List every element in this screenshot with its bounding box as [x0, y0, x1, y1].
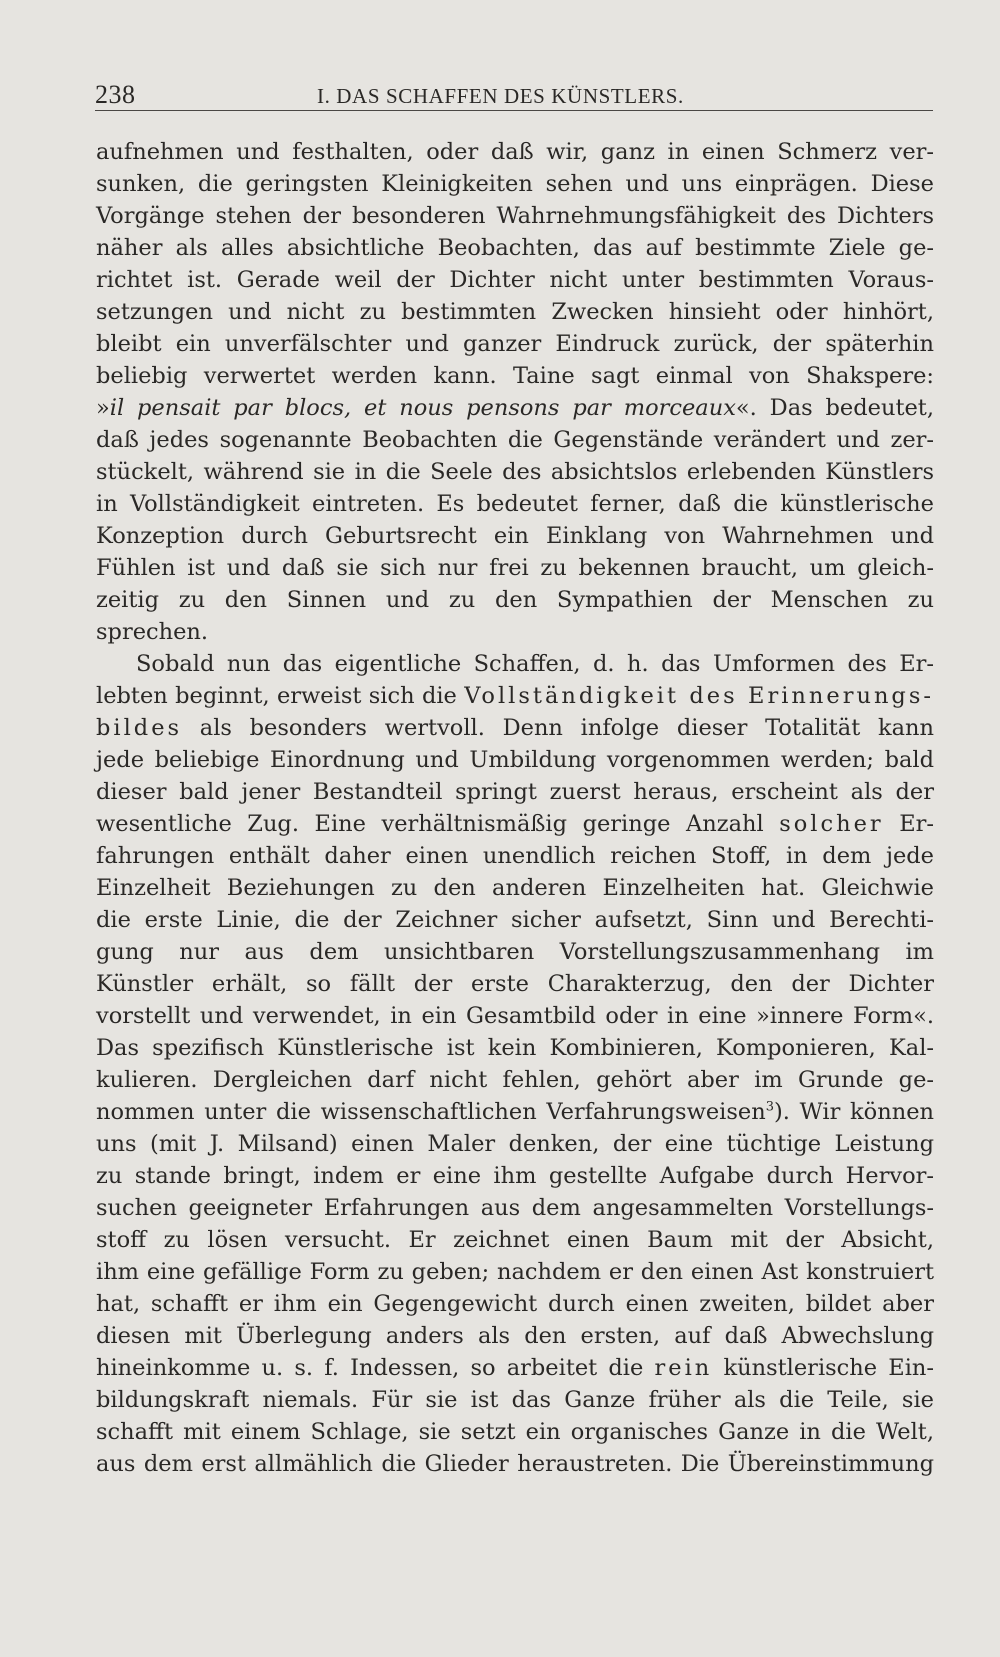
- text-line: gung nur aus dem unsichtbaren Vorstellungszusammenhang im: [96, 939, 934, 965]
- text-line: Fühlen ist und daß sie sich nur frei zu bekennen braucht, um gleich-: [96, 555, 934, 581]
- text-line: sunken, die geringsten Kleinigkeiten sehen und uns einprägen. Diese: [96, 171, 934, 197]
- text-line: nommen unter die wissenschaftlichen Verfahrungsweisen$^3$). Wir können: [96, 1099, 934, 1125]
- text-line: aufnehmen und festhalten, oder daß wir, ganz in einen Schmerz ver-: [96, 139, 934, 165]
- text-line: richtet ist. Gerade weil der Dichter nicht unter bestimmten Voraus-: [96, 267, 934, 293]
- page-number: 238: [95, 80, 136, 109]
- text-line: uns (mit J. Milsand) einen Maler denken, der eine tüchtige Leistung: [96, 1131, 934, 1157]
- text-line: näher als alles absichtliche Beobachten, das auf bestimmte Ziele ge-: [96, 235, 934, 261]
- footnote-ref: 3: [765, 1099, 774, 1115]
- text-line: zu stande bringt, indem er eine ihm gestellte Aufgabe durch Hervor-: [96, 1163, 934, 1189]
- text-line: kulieren. Dergleichen darf nicht fehlen, gehört aber im Grunde ge-: [96, 1067, 934, 1093]
- text-line: beliebig verwertet werden kann. Taine sagt einmal von Shakspere:: [96, 363, 934, 389]
- text-line: daß jedes sogenannte Beobachten die Gegenstände verändert und zer-: [96, 427, 934, 453]
- text-line: Einzelheit Beziehungen zu den anderen Einzelheiten hat. Gleichwie: [96, 875, 934, 901]
- text-line: vorstellt und verwendet, in ein Gesamtbild oder in eine »innere Form«.: [96, 1003, 934, 1029]
- text-line: die erste Linie, die der Zeichner sicher aufsetzt, Sinn und Berechti-: [96, 907, 934, 933]
- text-line: aus dem erst allmählich die Glieder heraustreten. Die Übereinstimmung: [96, 1451, 934, 1477]
- text-line: bildes als besonders wertvoll. Denn infolge dieser Totalität kann: [96, 715, 934, 741]
- text-line: lebten beginnt, erweist sich die Vollständigkeit des Erinnerungs-: [96, 683, 934, 709]
- running-head: I. DAS SCHAFFEN DES KÜNSTLERS.: [317, 84, 684, 108]
- page-header: [95, 76, 933, 111]
- french-quote: il pensait par blocs, et nous pensons par morceaux: [109, 395, 736, 421]
- spaced-emphasis: bildes: [96, 715, 183, 741]
- text-line: zeitig zu den Sinnen und zu den Sympathien der Menschen zu: [96, 587, 934, 613]
- text-line: »il pensait par blocs, et nous pensons par morceaux«. Das bedeutet,: [96, 395, 935, 421]
- text-line: stückelt, während sie in die Seele des absichtslos erlebenden Künstlers: [96, 459, 934, 485]
- text-line: Vorgänge stehen der besonderen Wahrnehmungsfähigkeit des Dichters: [96, 203, 934, 229]
- text-line: setzungen und nicht zu bestimmten Zwecken hinsieht oder hinhört,: [96, 299, 934, 325]
- spaced-emphasis: rein: [654, 1355, 713, 1381]
- text-line: schafft mit einem Schlage, sie setzt ein organisches Ganze in die Welt,: [96, 1419, 934, 1445]
- text-line: sprechen.: [96, 619, 209, 645]
- spaced-emphasis: solcher: [779, 811, 884, 837]
- text-line: ihm eine gefällige Form zu geben; nachdem er den einen Ast konstruiert: [96, 1259, 934, 1285]
- text-line: jede beliebige Einordnung und Umbildung vorgenommen werden; bald: [96, 747, 934, 773]
- text-line: in Vollständigkeit eintreten. Es bedeutet ferner, daß die künstlerische: [96, 491, 934, 517]
- text-line: wesentliche Zug. Eine verhältnismäßig geringe Anzahl solcher Er-: [96, 811, 934, 837]
- body-text: [96, 136, 934, 1480]
- text-line: stoff zu lösen versucht. Er zeichnet einen Baum mit der Absicht,: [96, 1227, 934, 1253]
- text-line: bildungskraft niemals. Für sie ist das Ganze früher als die Teile, sie: [96, 1387, 934, 1413]
- text-line: fahrungen enthält daher einen unendlich reichen Stoff, in dem jede: [96, 843, 934, 869]
- text-line: Künstler erhält, so fällt der erste Charakterzug, den der Dichter: [96, 971, 934, 997]
- text-line: hineinkomme u. s. f. Indessen, so arbeitet die rein künstlerische Ein-: [96, 1355, 934, 1381]
- text-line: bleibt ein unverfälschter und ganzer Eindruck zurück, der späterhin: [96, 331, 934, 357]
- text-line: Das spezifisch Künstlerische ist kein Kombinieren, Komponieren, Kal-: [96, 1035, 934, 1061]
- text-line: dieser bald jener Bestandteil springt zuerst heraus, erscheint als der: [96, 779, 934, 805]
- text-line: diesen mit Überlegung anders als den ersten, auf daß Abwechslung: [96, 1323, 934, 1349]
- text-line: Sobald nun das eigentliche Schaffen, d. h. das Umformen des Er-: [136, 651, 934, 677]
- text-line: Konzeption durch Geburtsrecht ein Einklang von Wahrnehmen und: [96, 523, 934, 549]
- text-line: suchen geeigneter Erfahrungen aus dem angesammelten Vorstellungs-: [96, 1195, 934, 1221]
- spaced-emphasis: Vollständigkeit des Erinnerungs-: [464, 683, 934, 709]
- text-line: hat, schafft er ihm ein Gegengewicht durch einen zweiten, bildet aber: [96, 1291, 934, 1317]
